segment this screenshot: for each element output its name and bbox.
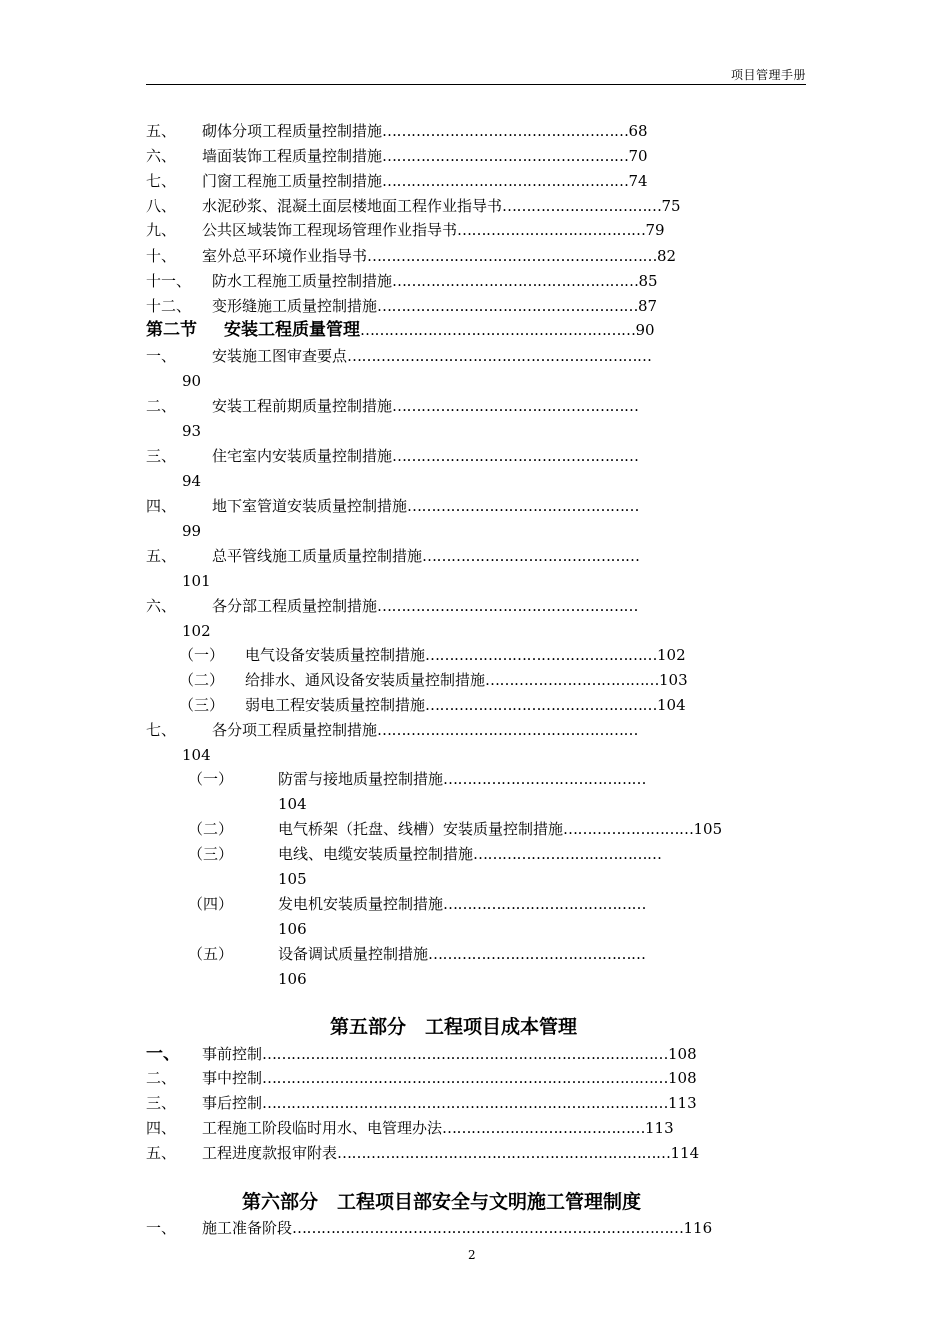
part5-title[interactable]: 第五部分 工程项目成本管理 — [330, 1016, 578, 1038]
toc-entry[interactable]: 一、 事前控制…………………………………………………………………………108 — [146, 1044, 697, 1064]
toc-entry[interactable]: 二、 事中控制…………………………………………………………………………108 — [146, 1069, 697, 1087]
toc-page-number: 106 — [278, 970, 307, 988]
toc-entry[interactable]: 五、 总平管线施工质量质量控制措施……………………………………… — [146, 547, 640, 565]
toc-page-number: 101 — [182, 572, 211, 590]
toc-entry[interactable]: 二、 安装工程前期质量控制措施…………………………………………… — [146, 397, 639, 415]
toc-entry[interactable]: 九、 公共区域装饰工程现场管理作业指导书…………………………………79 — [146, 221, 665, 239]
toc-entry[interactable]: 十二、 变形缝施工质量控制措施………………………………………………87 — [146, 297, 658, 315]
toc-subentry[interactable]: （三） 弱电工程安装质量控制措施…………………………………………104 — [179, 696, 686, 714]
toc-page-number: 102 — [182, 622, 211, 640]
toc-entry[interactable]: 四、 地下室管道安装质量控制措施………………………………………… — [146, 497, 640, 515]
toc-entry[interactable]: 七、 各分项工程质量控制措施……………………………………………… — [146, 721, 639, 739]
toc-entry[interactable]: 六、 各分部工程质量控制措施……………………………………………… — [146, 597, 639, 615]
toc-entry[interactable]: 五、 砌体分项工程质量控制措施……………………………………………68 — [146, 122, 648, 140]
toc-entry[interactable]: 三、 事后控制…………………………………………………………………………113 — [146, 1094, 697, 1112]
toc-entry[interactable]: 一、 安装施工图审查要点……………………………………………………… — [146, 347, 652, 365]
page-number: 2 — [468, 1248, 476, 1262]
toc-entry[interactable]: 十一、 防水工程施工质量控制措施……………………………………………85 — [146, 272, 658, 290]
header-title: 项目管理手册 — [730, 68, 806, 82]
toc-page-number: 105 — [278, 870, 307, 888]
part6-title[interactable]: 第六部分 工程项目部安全与文明施工管理制度 — [242, 1191, 642, 1213]
toc-page-number: 99 — [182, 522, 202, 540]
toc-page-number: 94 — [182, 472, 202, 490]
toc-section-heading[interactable]: 第二节 安装工程质量管理…………………………………………………90 — [146, 320, 655, 340]
toc-subentry[interactable]: （四） 发电机安装质量控制措施…………………………………… — [188, 895, 647, 913]
toc-subentry[interactable]: （一） 电气设备安装质量控制措施…………………………………………102 — [179, 646, 686, 664]
toc-entry[interactable]: 三、 住宅室内安装质量控制措施…………………………………………… — [146, 447, 639, 465]
toc-entry[interactable]: 八、 水泥砂浆、混凝土面层楼地面工程作业指导书……………………………75 — [146, 197, 681, 215]
toc-subentry[interactable]: （五） 设备调试质量控制措施……………………………………… — [188, 945, 646, 963]
toc-page-number: 106 — [278, 920, 307, 938]
toc-page-number: 90 — [182, 372, 202, 390]
toc-subentry[interactable]: （二） 电气桥架（托盘、线槽）安装质量控制措施………………………105 — [188, 820, 723, 838]
toc-page-number: 104 — [182, 746, 211, 764]
toc-page-number: 104 — [278, 795, 307, 813]
toc-page-number: 93 — [182, 422, 202, 440]
toc-entry[interactable]: 十、 室外总平环境作业指导书……………………………………………………82 — [146, 247, 677, 265]
toc-subentry[interactable]: （一） 防雷与接地质量控制措施…………………………………… — [188, 770, 647, 788]
toc-entry[interactable]: 一、 施工准备阶段………………………………………………………………………116 — [146, 1219, 713, 1237]
toc-subentry[interactable]: （三） 电线、电缆安装质量控制措施………………………………… — [188, 845, 662, 863]
page-header — [146, 66, 806, 85]
toc-subentry[interactable]: （二） 给排水、通风设备安装质量控制措施………………………………103 — [179, 671, 688, 689]
toc-entry[interactable]: 四、 工程施工阶段临时用水、电管理办法……………………………………113 — [146, 1119, 674, 1137]
toc-entry[interactable]: 七、 门窗工程施工质量控制措施……………………………………………74 — [146, 172, 648, 190]
toc-entry[interactable]: 五、 工程进度款报审附表……………………………………………………………114 — [146, 1144, 700, 1162]
toc-entry[interactable]: 六、 墙面装饰工程质量控制措施……………………………………………70 — [146, 147, 648, 165]
